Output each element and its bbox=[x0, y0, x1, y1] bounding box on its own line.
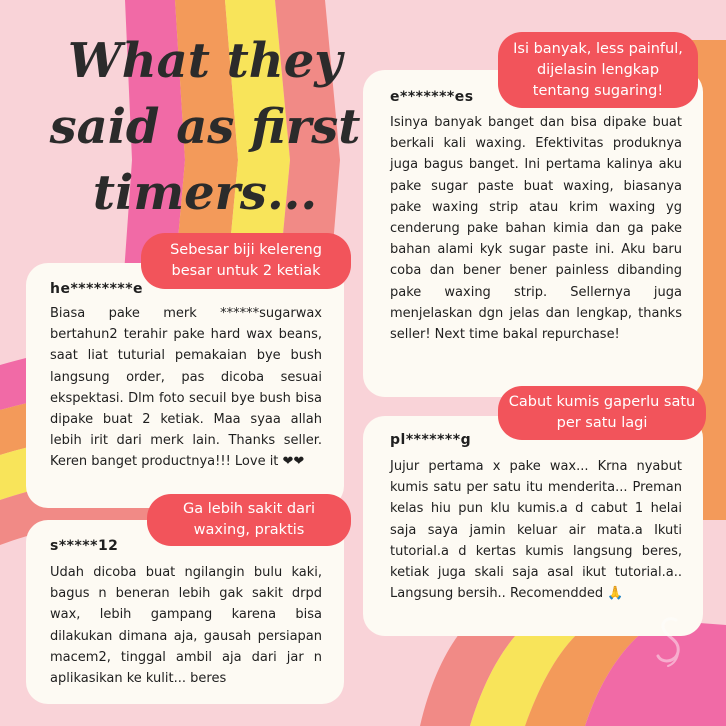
review-text-4: Jujur pertama x pake wax... Krna nyabut kumis satu per satu itu menderita... Preman kelas hiu pun klu kumis.a d cabut 1 helai saja saya jamin keluar air mata.a Ikuti tutorial.a d kertas kumis langsung beres, ketiak juga skali saja asal ikut tutorial.a.. Langsung bersih.. Recomendded 🙏 bbox=[390, 459, 682, 602]
swan-logo-icon bbox=[648, 612, 688, 672]
review-user-3: e*******es bbox=[390, 89, 474, 105]
review-tag-2: Ga lebih sakit dari waxing, praktis bbox=[147, 494, 351, 546]
review-tag-4: Cabut kumis gaperlu satu per satu lagi bbox=[498, 386, 706, 440]
review-tag-1: Sebesar biji kelereng besar untuk 2 ketiak bbox=[141, 233, 351, 289]
page-title: What they said as first timers... bbox=[49, 33, 361, 221]
review-text-1: Biasa pake merk ******sugarwax bertahun2 terahir pake hard wax beans, saat liat tuturial pemakaian bye bush langsung order, pas dicoba sesuai ekspektasi. Dlm foto secuil bye bush bisa dipake buat 2 ketiak. Maa syaa allah lebih irit dari merk lain. Thanks seller. Keren banget productnya!!! Love it ❤❤ bbox=[50, 306, 322, 470]
review-text-2: Udah dicoba buat ngilangin bulu kaki, bagus n beneran lebih gak sakit drpd wax, lebih gampang karena bisa dilakukan dimana aja, gausah persiapan macem2, tinggal ambil aja dari jar n aplikasikan ke kulit... beres bbox=[50, 565, 322, 687]
review-tag-3: Isi banyak, less painful, dijelasin lengkap tentang sugaring! bbox=[498, 32, 698, 108]
review-text-3: Isinya banyak banget dan bisa dipake buat berkali kali waxing. Efektivitas produknya juga bagus banget. Ini pertama kalinya aku pake sugar paste buat waxing, biasanya pake waxing strip atau krim waxing yg cenderung pake bahan kimia dan ga pake bahan alami kyk sugar paste ini. Aku baru coba dan bener bener painless dibanding pake waxing strip. Sellernya juga menjelaskan dgn jelas dan lengkap, thanks seller! Next time bakal repurchase! bbox=[390, 115, 682, 343]
review-user-2: s*****12 bbox=[50, 538, 119, 554]
review-user-4: pl*******g bbox=[390, 432, 472, 448]
review-user-1: he********e bbox=[50, 281, 144, 297]
